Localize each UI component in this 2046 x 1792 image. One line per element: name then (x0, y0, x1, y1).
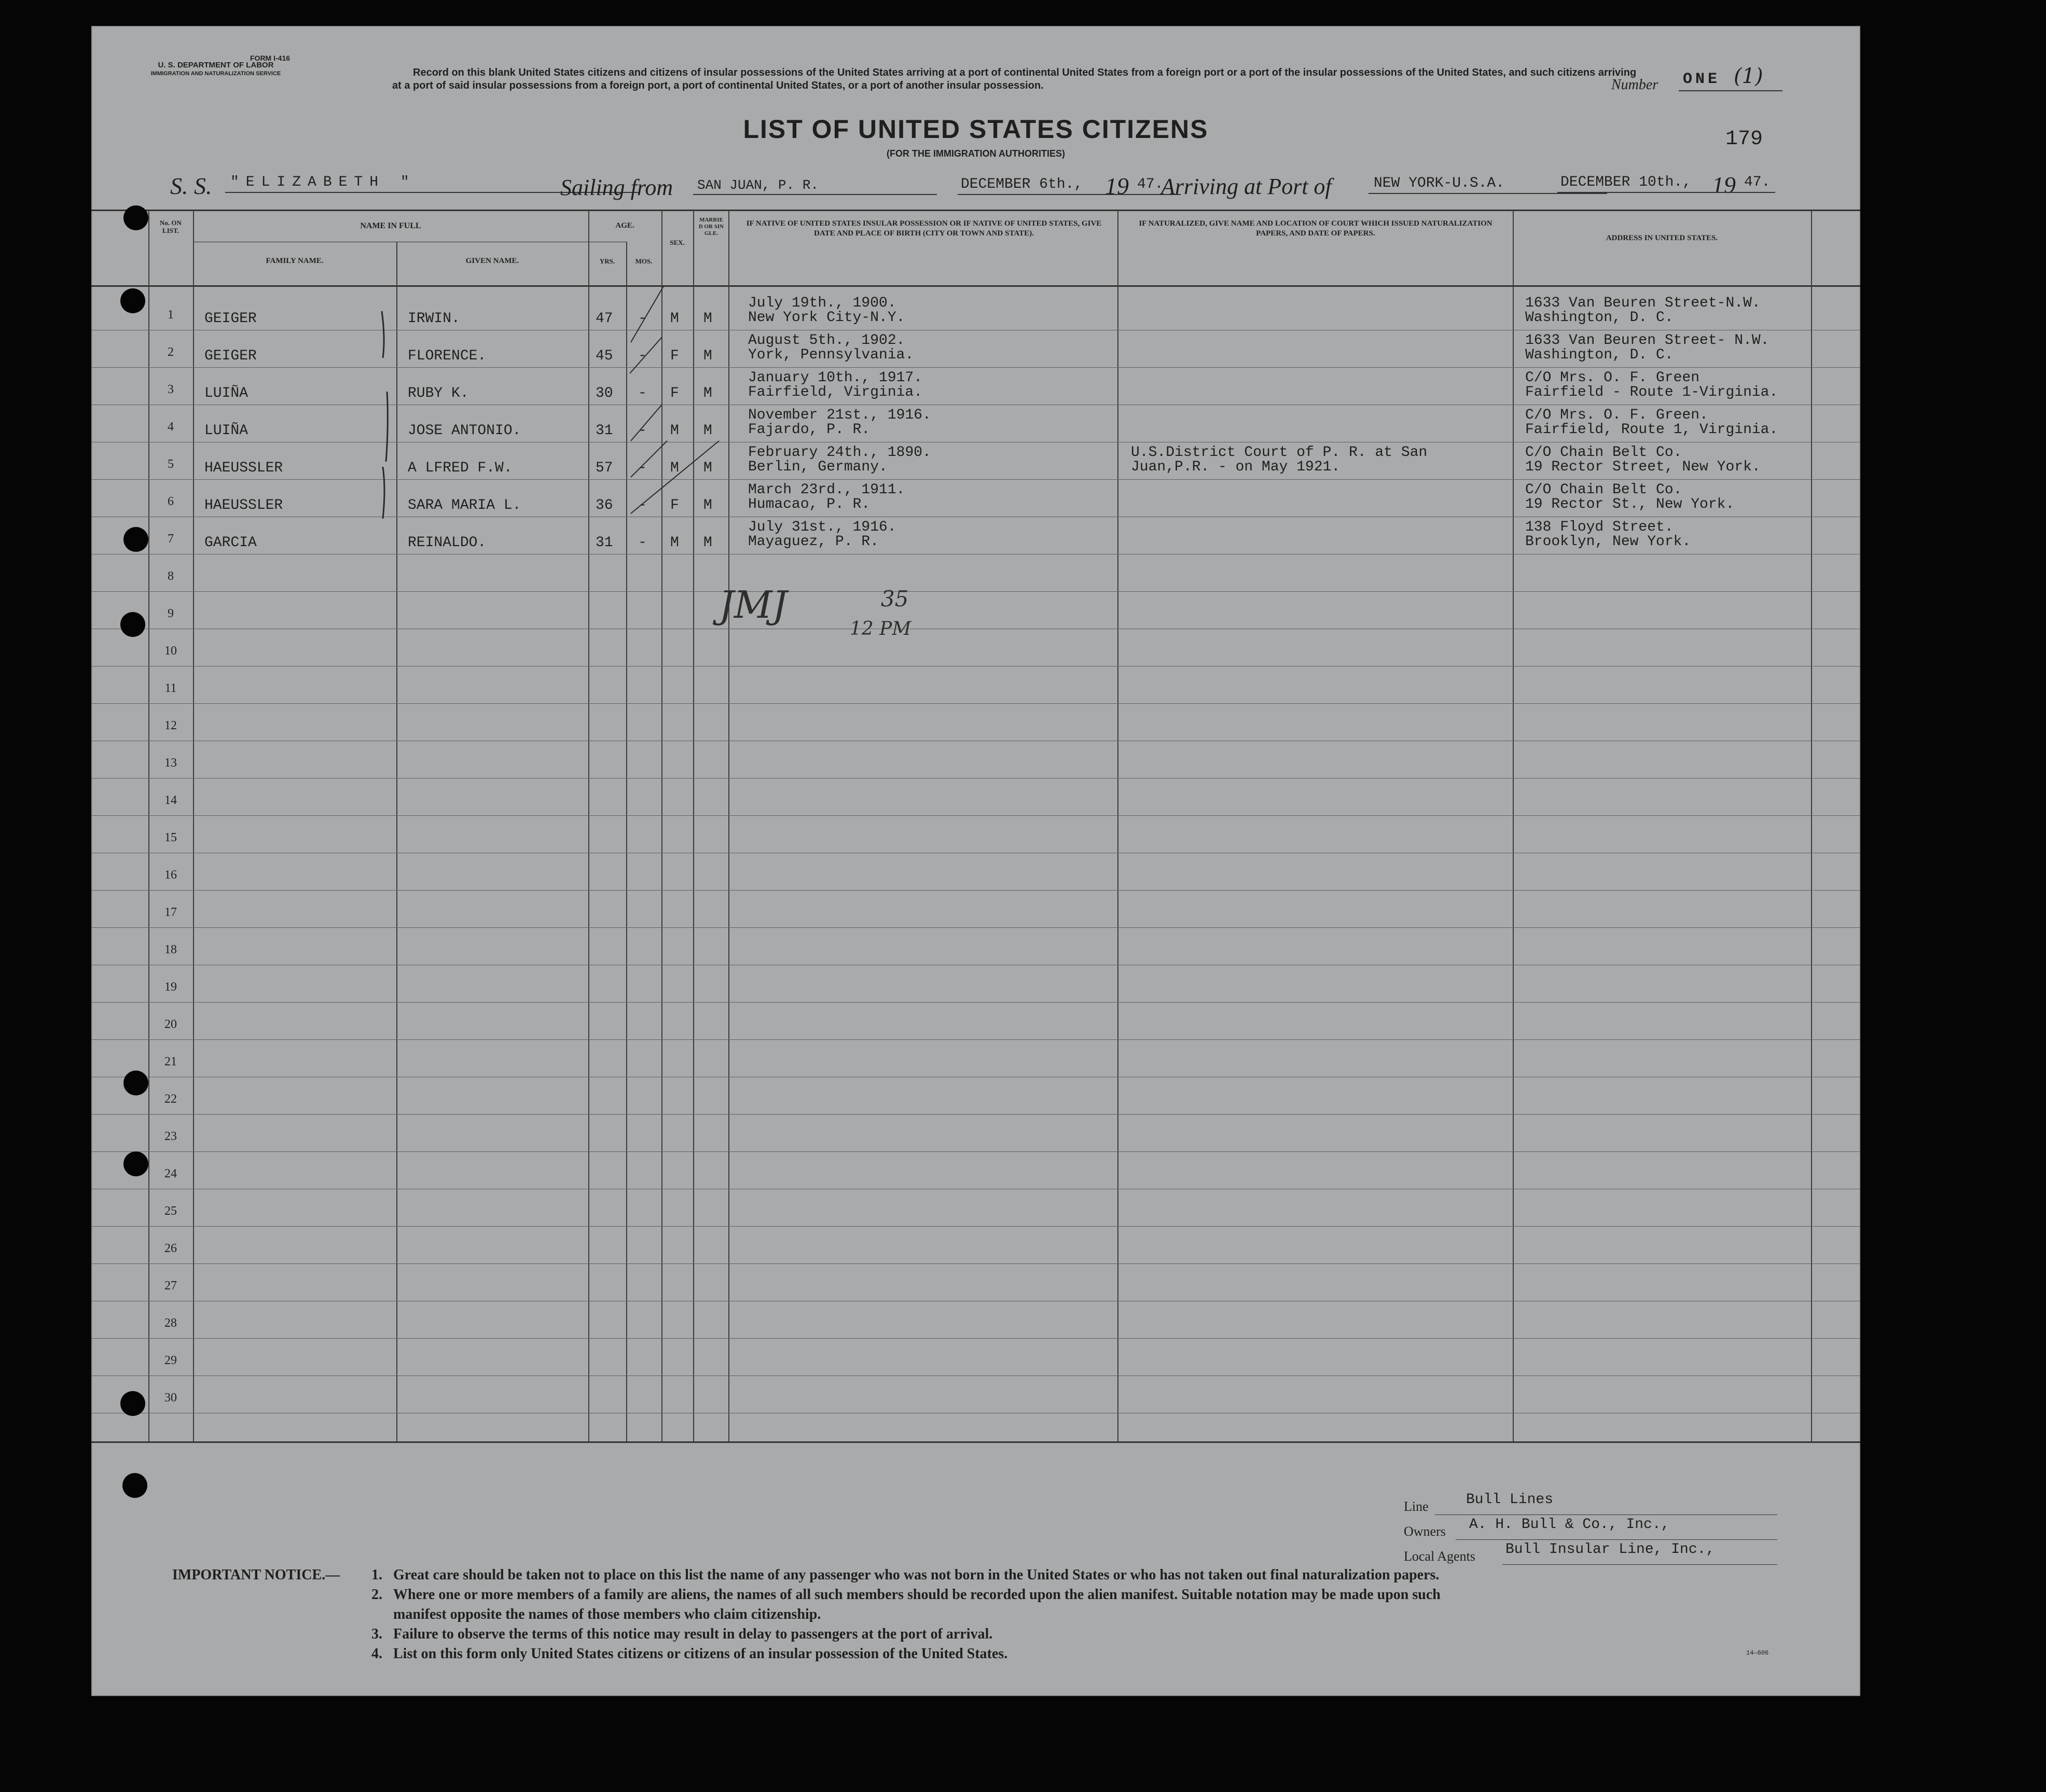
row-number: 28 (164, 1316, 177, 1330)
row-number: 2 (168, 345, 174, 359)
sex-cell: M (670, 311, 679, 327)
table-row-line (91, 1151, 1860, 1152)
row-number: 26 (164, 1242, 177, 1255)
header-sex: SEX. (670, 239, 685, 246)
check-mark-4 (631, 285, 667, 342)
header-address: ADDRESS IN UNITED STATES. (1606, 234, 1718, 242)
marital-status-cell: M (703, 311, 712, 327)
check-mark-7 (631, 441, 667, 477)
print-code: 14—606 (1746, 1649, 1769, 1657)
sailing-from: SAN JUAN, P. R. (697, 177, 819, 193)
table-row-line (91, 778, 1860, 779)
marital-status-cell: M (703, 423, 712, 439)
number-underline (1679, 90, 1782, 91)
family-name-cell: HAEUSSLER (204, 460, 283, 476)
form-number: FORM I-416 (250, 54, 291, 62)
header-family-name: FAMILY NAME. (266, 257, 324, 265)
header-mos: MOS. (635, 257, 653, 265)
ss-label: S. S. (170, 173, 212, 199)
address-line1-cell: 1633 Van Beuren Street- N.W. (1525, 332, 1769, 349)
row-number: 11 (164, 682, 177, 695)
table-row-line (91, 591, 1860, 592)
sex-cell: F (670, 497, 679, 513)
agency-line2: IMMIGRATION AND NATURALIZATION SERVICE (150, 71, 281, 77)
number-value: ONE (1683, 71, 1721, 88)
arrival-year: 47. (1744, 174, 1771, 190)
arrival-year-prefix: 19 (1712, 172, 1736, 198)
arrival-port: NEW YORK-U.S.A. (1374, 175, 1505, 191)
age-years-cell: 31 (596, 423, 613, 439)
sailing-from-label: Sailing from (560, 175, 673, 200)
age-months-cell: - (638, 497, 647, 513)
number-handwritten: (1) (1734, 64, 1763, 88)
notice-text: Where one or more members of a family are aliens, the names of all such members should be recorded upon the alien manifest. Suitable notation may be made upon such (393, 1587, 1441, 1603)
marital-status-cell: M (703, 460, 712, 476)
birth-place-cell: Berlin, Germany. (748, 459, 888, 475)
table-row-line (91, 1114, 1860, 1115)
row-number: 15 (164, 831, 177, 844)
address-line1-cell: 1633 Van Beuren Street-N.W. (1525, 295, 1761, 311)
notice-list (371, 1565, 1834, 1664)
family-name-cell: GEIGER (204, 311, 257, 327)
age-years-cell: 30 (596, 385, 613, 401)
row-number: 7 (168, 532, 174, 546)
marital-status-cell: M (703, 348, 712, 364)
arrival-port-underline (1368, 193, 1607, 194)
departure-year: 47. (1137, 176, 1164, 192)
birth-place-cell: Fairfield, Virginia. (748, 384, 923, 400)
row-number: 3 (168, 383, 174, 396)
address-line2-cell: Fairfield - Route 1-Virginia. (1525, 384, 1778, 400)
manifest-sheet (91, 26, 1860, 1696)
address-line2-cell: Washington, D. C. (1525, 310, 1674, 326)
birth-date-cell: July 19th., 1900. (748, 295, 896, 311)
age-months-cell: - (638, 348, 647, 364)
birth-place-cell: Mayaguez, P. R. (748, 534, 879, 550)
check-mark-2 (386, 392, 388, 462)
row-number: 29 (164, 1354, 177, 1367)
marital-status-cell: M (703, 535, 712, 551)
notice-item: 1. Great care should be taken not to place on this list the name of any passenger who was not born in the United States or who has not taken out final naturalization papers. (371, 1565, 1834, 1585)
check-mark-1 (382, 311, 384, 358)
notice-text: Great care should be taken not to place on this list the name of any passenger who was not born in the United States or who has not taken out final naturalization papers. (393, 1567, 1440, 1583)
marital-status-cell: M (703, 497, 712, 513)
given-name-cell: SARA MARIA L. (408, 497, 521, 513)
given-name-cell: JOSE ANTONIO. (408, 423, 521, 439)
age-months-cell: - (638, 460, 647, 476)
table-top-border (91, 210, 1860, 211)
birth-place-cell: Humacao, P. R. (748, 496, 870, 512)
row-number: 30 (164, 1391, 177, 1405)
age-years-cell: 57 (596, 460, 613, 476)
binder-hole (120, 1391, 145, 1416)
given-name-cell: A LFRED F.W. (408, 460, 513, 476)
header-age: AGE. (615, 221, 634, 230)
birth-date-cell: February 24th., 1890. (748, 444, 931, 461)
check-mark-6 (631, 405, 662, 441)
row-number: 4 (168, 420, 174, 434)
birth-date-cell: July 31st., 1916. (748, 519, 896, 535)
row-number: 24 (164, 1167, 177, 1180)
address-line2-cell: Brooklyn, New York. (1525, 534, 1691, 550)
age-months-cell: - (638, 311, 647, 327)
birth-date-cell: January 10th., 1917. (748, 370, 923, 386)
table-row-line (91, 1002, 1860, 1003)
birth-date-cell: November 21st., 1916. (748, 407, 931, 423)
annotation-count: 35 (881, 586, 909, 612)
marital-status-cell: M (703, 385, 712, 401)
row-number: 13 (164, 756, 177, 770)
sex-cell: M (670, 423, 679, 439)
naturalization-date-cell: Juan,P.R. - on May 1921. (1131, 459, 1340, 475)
owners-underline (1456, 1539, 1777, 1540)
departure-date: DECEMBER 6th., (961, 176, 1083, 192)
arrival-date-underline (1557, 192, 1775, 193)
binder-hole (120, 612, 145, 637)
form-instructions: Record on this blank United States citizens and citizens of insular possessions of the United States arriving at a port of continental United States from a foreign port or a port of the insular possessions of the United States, and such citizens arriving at a port of said insular possessions from a foreign port, a port of continental United States, or a port of another insular possession. (392, 67, 1637, 91)
row-number: 19 (164, 980, 177, 994)
table-row-line (91, 1039, 1860, 1040)
address-line1-cell: C/O Chain Belt Co. (1525, 444, 1682, 461)
binder-hole (123, 1151, 148, 1176)
table-row-line (91, 703, 1860, 704)
manifest-table (91, 210, 1860, 1441)
annotation-initials: JMJ (719, 583, 787, 627)
owners-value: A. H. Bull & Co., Inc., (1469, 1517, 1670, 1533)
header-no-on-list: No. ON LIST. (160, 219, 182, 234)
row-number: 8 (168, 569, 174, 583)
row-number: 5 (168, 457, 174, 471)
table-bottom-border (91, 1441, 1860, 1443)
binder-hole (120, 288, 145, 313)
row-number: 25 (164, 1204, 177, 1218)
sailing-underline (693, 194, 937, 195)
sex-cell: M (670, 460, 679, 476)
row-number: 20 (164, 1018, 177, 1031)
age-months-cell: - (638, 423, 647, 439)
birth-place-cell: New York City-N.Y. (748, 310, 905, 326)
age-years-cell: 45 (596, 348, 613, 364)
family-name-cell: GEIGER (204, 348, 257, 364)
birth-date-cell: August 5th., 1902. (748, 332, 905, 349)
row-number: 23 (164, 1130, 177, 1143)
row-number: 17 (164, 906, 177, 919)
table-row-line (91, 927, 1860, 928)
page-number: 179 (1725, 128, 1763, 151)
row-number: 10 (164, 644, 177, 658)
header-yrs: YRS. (599, 257, 615, 265)
owners-label: Owners (1404, 1524, 1446, 1539)
row-number: 16 (164, 868, 177, 882)
header-birth: IF NATIVE OF UNITED STATES INSULAR POSSESSION OR IF NATIVE OF UNITED STATES, GIVE DATE AND PLACE OF BIRTH (CITY OR TOWN AND STATE). (746, 219, 1102, 238)
sex-cell: F (670, 348, 679, 364)
table-row-line (91, 1226, 1860, 1227)
address-line1-cell: C/O Chain Belt Co. (1525, 482, 1682, 498)
header-naturalized: IF NATURALIZED, GIVE NAME AND LOCATION OF COURT WHICH ISSUED NATURALIZATION PAPERS, AND DATE OF PAPERS. (1139, 219, 1492, 238)
agency-block (148, 54, 291, 78)
given-name-cell: IRWIN. (408, 311, 460, 327)
address-line2-cell: Fairfield, Route 1, Virginia. (1525, 422, 1778, 438)
address-line1-cell: 138 Floyd Street. (1525, 519, 1674, 535)
table-row-line (91, 815, 1860, 816)
notice-text: Failure to observe the terms of this notice may result in delay to passengers at the port of arrival. (393, 1626, 993, 1642)
check-mark-5 (630, 337, 662, 373)
arrival-date: DECEMBER 10th., (1560, 174, 1692, 190)
row-number: 12 (164, 719, 177, 732)
address-line2-cell: 19 Rector St., New York. (1525, 496, 1735, 512)
birth-place-cell: York, Pennsylvania. (748, 347, 914, 363)
age-months-cell: - (638, 535, 647, 551)
age-years-cell: 47 (596, 311, 613, 327)
arriving-label: Arriving at Port of (1161, 174, 1332, 199)
age-years-cell: 31 (596, 535, 613, 551)
address-line1-cell: C/O Mrs. O. F. Green. (1525, 407, 1708, 423)
agents-label: Local Agents (1404, 1549, 1475, 1564)
binder-hole (123, 205, 148, 230)
departure-year-prefix: 19 (1105, 173, 1129, 199)
notice-item: 2. Where one or more members of a family are aliens, the names of all such members should be recorded upon the alien manifest. Suitable notation may be made upon such (371, 1585, 1834, 1605)
ship-name: "ELIZABETH " (230, 174, 416, 190)
notice-text: List on this form only United States citizens or citizens of an insular possession of the United States. (393, 1646, 1008, 1662)
family-name-cell: LUIÑA (204, 385, 248, 401)
binder-hole (123, 1071, 148, 1095)
address-line2-cell: 19 Rector Street, New York. (1525, 459, 1761, 475)
number-label: Number (1611, 77, 1658, 93)
line-value: Bull Lines (1466, 1492, 1554, 1508)
family-name-cell: GARCIA (204, 535, 257, 551)
birth-place-cell: Fajardo, P. R. (748, 422, 870, 438)
page-title: LIST OF UNITED STATES CITIZENS (743, 115, 1209, 144)
notice-item (371, 1605, 1834, 1624)
check-mark-8 (631, 441, 719, 513)
row-number: 1 (168, 308, 174, 322)
notice-item: 3. Failure to observe the terms of this notice may result in delay to passengers at the port of arrival. (371, 1624, 1834, 1644)
line-label: Line (1404, 1499, 1429, 1514)
annotation-time: 12 PM (850, 618, 911, 640)
agents-value: Bull Insular Line, Inc., (1505, 1541, 1715, 1558)
family-name-cell: HAEUSSLER (204, 497, 283, 513)
notice-label: IMPORTANT NOTICE.— (172, 1567, 340, 1583)
header-given-name: GIVEN NAME. (465, 257, 519, 265)
check-mark-3 (383, 467, 384, 519)
row-number: 27 (164, 1279, 177, 1293)
table-row-line (91, 890, 1860, 891)
agency-line1: U. S. DEPARTMENT OF LABOR (158, 61, 274, 70)
address-line1-cell: C/O Mrs. O. F. Green (1525, 370, 1700, 386)
table-row-line (91, 1263, 1860, 1264)
agents-underline (1502, 1564, 1777, 1565)
notice-text: manifest opposite the names of those members who claim citizenship. (393, 1606, 821, 1622)
row-number: 14 (164, 794, 177, 807)
sex-cell: F (670, 385, 679, 401)
header-name-in-full: NAME IN FULL (360, 221, 421, 230)
age-months-cell: - (638, 385, 647, 401)
address-line2-cell: Washington, D. C. (1525, 347, 1674, 363)
row-number: 18 (164, 943, 177, 956)
given-name-cell: FLORENCE. (408, 348, 487, 364)
departure-underline (958, 194, 1181, 195)
header-married-single: MARRIED OR SINGLE. (698, 217, 724, 237)
birth-date-cell: March 23rd., 1911. (748, 482, 905, 498)
binder-hole (122, 1473, 147, 1498)
row-number: 6 (168, 495, 174, 508)
family-name-cell: LUIÑA (204, 423, 248, 439)
sex-cell: M (670, 535, 679, 551)
given-name-cell: REINALDO. (408, 535, 487, 551)
notice-item: 4. List on this form only United States citizens or citizens of an insular possession of the United States. (371, 1644, 1834, 1664)
row-number: 21 (164, 1055, 177, 1068)
age-years-cell: 36 (596, 497, 613, 513)
row-number: 9 (168, 607, 174, 620)
naturalization-court-cell: U.S.District Court of P. R. at San (1131, 444, 1428, 461)
given-name-cell: RUBY K. (408, 385, 469, 401)
check-marks (91, 285, 766, 576)
page-subtitle: (FOR THE IMMIGRATION AUTHORITIES) (887, 148, 1065, 159)
table-row-line (91, 1338, 1860, 1339)
row-number: 22 (164, 1092, 177, 1106)
binder-hole (123, 527, 148, 552)
